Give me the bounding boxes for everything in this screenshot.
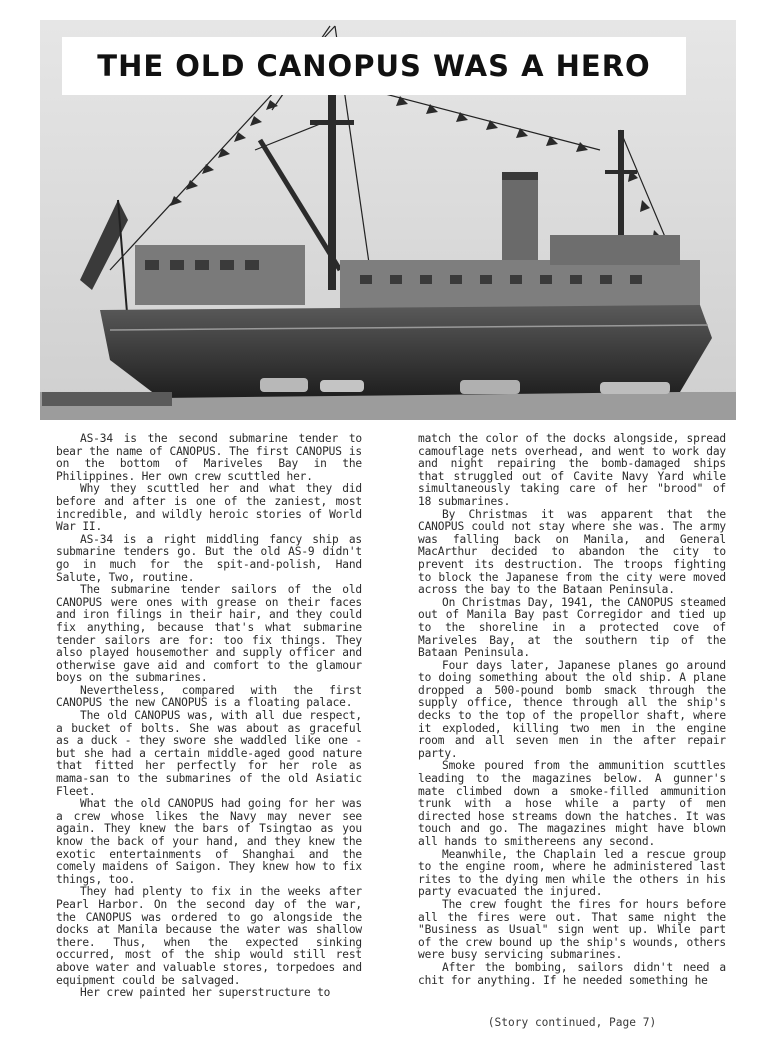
paragraph: They had plenty to fix in the weeks after Pearl Harbor. On the second day of the war, the CANOPUS was ordered to go alongside the docks at Manila because the water was shallow there. Thus, when the expected sinking occurred, most of the ship would still rest above water and valuable stores, torpedoes and equipment could be salvaged. — [56, 885, 362, 987]
paragraph: What the old CANOPUS had going for her was a crew whose likes the Navy may never see again. They knew the bars of Tsingtao as you know the back of your hand, and they knew the exotic entertainments of Shanghai and the comely maidens of Saigon. They knew how to fix things, too. — [56, 797, 362, 886]
paragraph: Her crew painted her superstructure to — [80, 986, 331, 1000]
title-banner — [62, 37, 686, 95]
paragraph: Smoke poured from the ammunition scuttles leading to the magazines below. A gunner's mate climbed down a smoke-filled ammunition trunk with a hose while a party of men directed hose streams down the hatches. It was touch and go. The magazines might have blown all hands to smithereens any second. — [418, 759, 726, 848]
continued-note: (Story continued, Page 7) — [487, 1016, 657, 1029]
paragraph: The crew fought the fires for hours before all the fires were out. That same night the "Business as Usual" sign went up. While part of the crew bound up the ship's wounds, others were busy servicing submarines. — [418, 897, 726, 962]
paragraph: On Christmas Day, 1941, the CANOPUS steamed out of Manila Bay past Corregidor and tied up to the shoreline in a protected cove of Mariveles Bay, at the southern tip of the Bataan Peninsula. — [418, 595, 726, 660]
right-column — [418, 433, 726, 987]
paragraph: match the color of the docks alongside, spread camouflage nets overhead, and went to work day and night repairing the bomb-damaged ships that struggled out of Cavite Navy Yard while simultaneously taking care of her "brood" of 18 submarines. — [418, 432, 726, 508]
paragraph: Four days later, Japanese planes go around to doing something about the old ship. A plane dropped a 500-pound bomb smack through the supply office, thence through all the ship's decks to the top of the propellor shaft, where it exploded, killing two men in the engine room and all seven men in the after repair party. — [418, 658, 726, 760]
paragraph: Meanwhile, the Chaplain led a rescue group to the engine room, where he administered last rites to the dying men while the others in his party evacuated the injured. — [418, 847, 726, 899]
paragraph: By Christmas it was apparent that the CANOPUS could not stay where she was. The army was falling back on Manila, and General MacArthur decided to abandon the city to prevent its destruction. The troops fighting to block the Japanese from the city were moved across the bay to the Bataan Peninsula. — [418, 507, 726, 597]
article-title: THE OLD CANOPUS WAS A HERO — [97, 49, 651, 83]
paragraph: The old CANOPUS was, with all due respect, a bucket of bolts. She was about as graceful as a duck - they swore she waddled like one - but she had a certain middle-aged good nature that fitted her perfectly for her role as mama-san to the submarines of the old Asiatic Fleet. — [56, 709, 362, 798]
left-column — [56, 433, 362, 1000]
paragraph: AS-34 is a right middling fancy ship as submarine tenders go. But the old AS-9 didn't go in much for the spit-and-polish, Hand Salute, Two, routine. — [56, 532, 362, 584]
paragraph: AS-34 is the second submarine tender to bear the name of CANOPUS. The first CANOPUS is on the bottom of Mariveles Bay in the Philippines. Her own crew scuttled her. — [56, 432, 362, 483]
paragraph: Why they scuttled her and what they did before and after is one of the zaniest, most incredible, and wildly heroic stories of World War II. — [56, 482, 362, 534]
paragraph: The submarine tender sailors of the old CANOPUS were ones with grease on their faces and iron filings in their hair, and they could fix anything, because that's what submarine tender sailors are for: too fix things. They also played housemother and supply officer and otherwise gave aid and comfort to the glamour boys on the submarines. — [56, 583, 362, 685]
paragraph: Nevertheless, compared with the first CANOPUS the new CANOPUS is a floating palace. — [56, 683, 362, 710]
paragraph: After the bombing, sailors didn't need a chit for anything. If he needed something he — [418, 960, 726, 987]
